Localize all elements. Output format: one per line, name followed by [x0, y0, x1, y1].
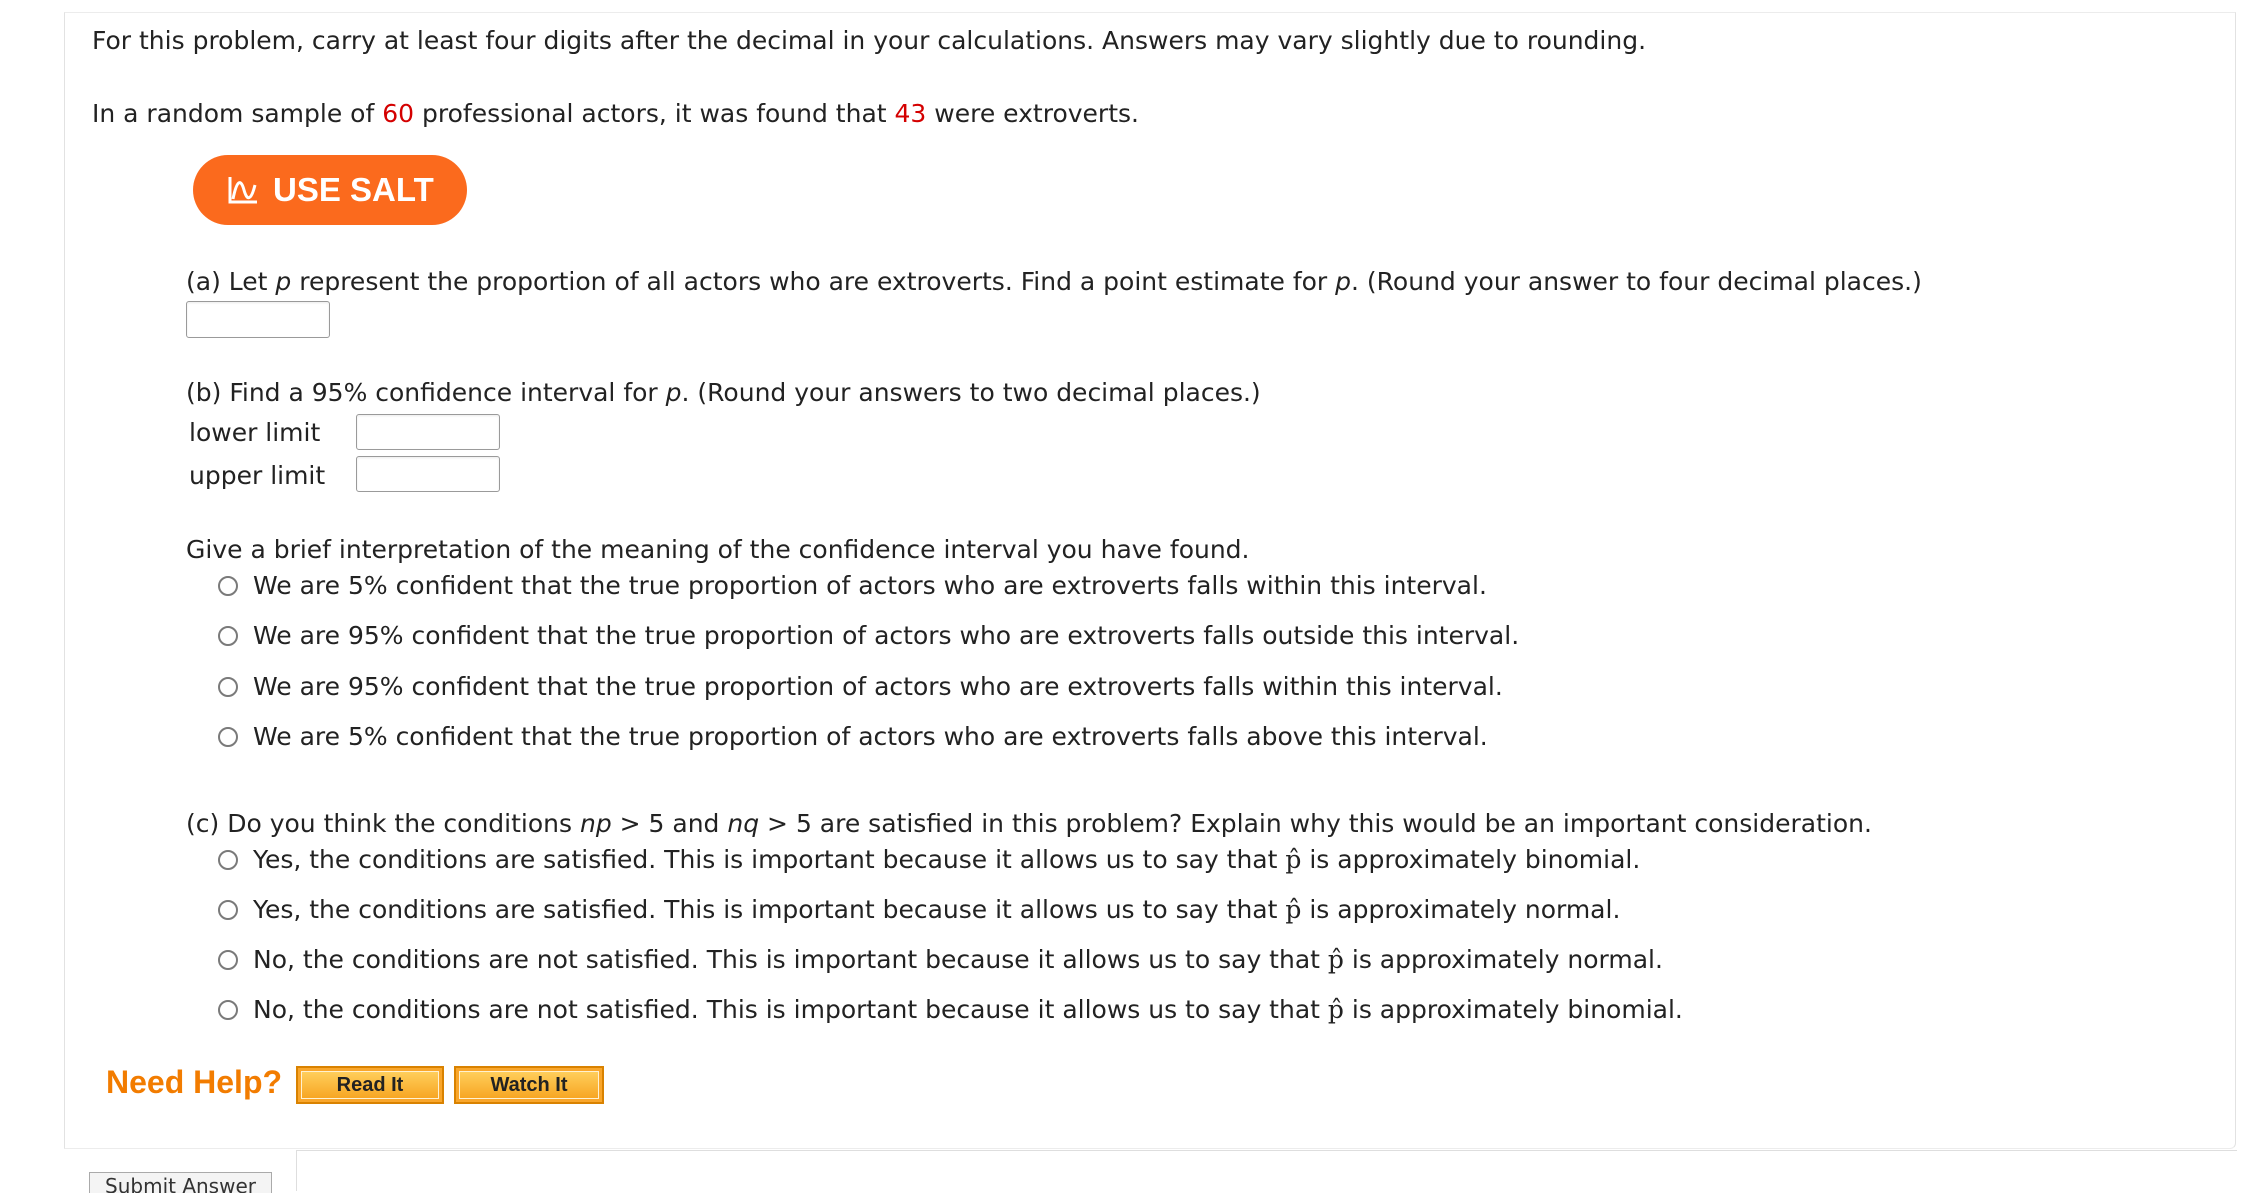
p-hat-symbol: p̂: [1285, 895, 1302, 924]
p-hat-symbol: p̂: [1327, 995, 1344, 1024]
interpretation-radio-4[interactable]: [218, 727, 238, 747]
point-estimate-input[interactable]: [186, 301, 330, 338]
sample-post: were extroverts.: [926, 99, 1139, 128]
salt-chart-icon: [227, 175, 259, 205]
use-salt-button[interactable]: [193, 155, 467, 225]
need-help-label: Need Help?: [106, 1064, 283, 1100]
interpretation-option-3[interactable]: We are 95% confident that the true proportion of actors who are extroverts falls within this interval.: [253, 672, 1503, 701]
sample-pre: In a random sample of: [92, 99, 383, 128]
sample-size: 60: [382, 99, 415, 128]
conditions-radio-1[interactable]: [218, 850, 238, 870]
interpretation-radio-2[interactable]: [218, 626, 238, 646]
part-c-np: np: [579, 809, 612, 838]
conditions-option-1[interactable]: [253, 845, 1640, 875]
lower-limit-label: lower limit: [189, 418, 321, 447]
lower-limit-input[interactable]: [356, 414, 500, 450]
conditions-option-2-post: is approximately normal.: [1301, 895, 1621, 924]
interpretation-radio-3[interactable]: [218, 677, 238, 697]
conditions-option-3-pre: No, the conditions are not satisfied. This is important because it allows us to say that: [253, 945, 1328, 974]
part-a-question: [186, 267, 1922, 297]
part-b-post: . (Round your answers to two decimal places.): [681, 378, 1261, 407]
conditions-option-4-post: is approximately binomial.: [1343, 995, 1683, 1024]
part-c-nq: nq: [727, 809, 760, 838]
interpretation-option-4[interactable]: We are 5% confident that the true proportion of actors who are extroverts falls above this interval.: [253, 722, 1488, 751]
conditions-option-2-pre: Yes, the conditions are satisfied. This is important because it allows us to say that: [253, 895, 1286, 924]
conditions-option-1-pre: Yes, the conditions are satisfied. This is important because it allows us to say that: [253, 845, 1286, 874]
watch-it-label: Watch It: [490, 1073, 568, 1096]
part-c-pre: (c) Do you think the conditions: [186, 809, 580, 838]
part-a-var: p: [275, 267, 292, 296]
conditions-radio-4[interactable]: [218, 1000, 238, 1020]
read-it-button[interactable]: [296, 1066, 444, 1104]
part-c-question: [186, 809, 1872, 839]
conditions-option-4-pre: No, the conditions are not satisfied. This is important because it allows us to say that: [253, 995, 1328, 1024]
conditions-radio-3[interactable]: [218, 950, 238, 970]
part-c-gt1: > 5 and: [611, 809, 728, 838]
interpretation-option-1[interactable]: We are 5% confident that the true proportion of actors who are extroverts falls within this interval.: [253, 571, 1487, 600]
read-it-label: Read It: [336, 1073, 404, 1096]
sample-text: [92, 99, 1139, 129]
submit-answer-button[interactable]: Submit Answer: [89, 1172, 272, 1193]
part-a-post: . (Round your answer to four decimal places.): [1351, 267, 1922, 296]
extrovert-count: 43: [894, 99, 927, 128]
part-a-mid: represent the proportion of all actors who are extroverts. Find a point estimate for: [291, 267, 1336, 296]
part-c-gt2: > 5 are satisfied in this problem? Explain why this would be an important consideration.: [759, 809, 1872, 838]
use-salt-label: USE SALT: [273, 171, 434, 208]
p-hat-symbol: p̂: [1285, 845, 1302, 874]
interpretation-radio-1[interactable]: [218, 576, 238, 596]
part-b-var: p: [665, 378, 682, 407]
part-b-pre: (b) Find a 95% confidence interval for: [186, 378, 666, 407]
conditions-option-1-post: is approximately binomial.: [1301, 845, 1641, 874]
answer-panel: [296, 1150, 2237, 1191]
interpretation-prompt: Give a brief interpretation of the meaning of the confidence interval you have found.: [186, 535, 1250, 564]
part-a-pre: (a) Let: [186, 267, 276, 296]
upper-limit-input[interactable]: [356, 456, 500, 492]
conditions-option-3-post: is approximately normal.: [1343, 945, 1663, 974]
watch-it-button[interactable]: [454, 1066, 604, 1104]
conditions-option-4[interactable]: [253, 995, 1683, 1025]
conditions-radio-2[interactable]: [218, 900, 238, 920]
conditions-option-3[interactable]: [253, 945, 1663, 975]
interpretation-option-2[interactable]: We are 95% confident that the true proportion of actors who are extroverts falls outside this interval.: [253, 621, 1520, 650]
sample-mid: professional actors, it was found that: [414, 99, 895, 128]
p-hat-symbol: p̂: [1327, 945, 1344, 974]
conditions-option-2[interactable]: [253, 895, 1620, 925]
part-a-var2: p: [1335, 267, 1352, 296]
upper-limit-label: upper limit: [189, 461, 326, 490]
part-b-question: [186, 378, 1261, 408]
instructions-text: For this problem, carry at least four digits after the decimal in your calculations. Answers may vary slightly due to rounding.: [92, 26, 1647, 55]
